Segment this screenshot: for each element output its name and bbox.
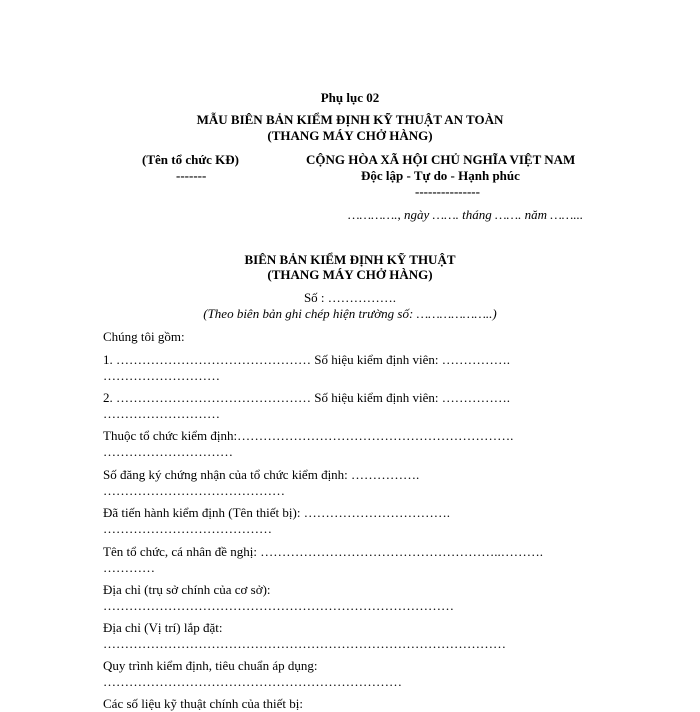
date-line: …………., ngày ……. tháng ……. năm ……... bbox=[348, 207, 584, 222]
inspector-1-continuation: ……………………… bbox=[103, 368, 220, 383]
intro-text: Chúng tôi gồm: bbox=[103, 329, 185, 344]
inspector-2-line: 2. ……………………………………… Số hiệu kiểm định viên: ……………. bbox=[103, 390, 510, 405]
device-name-continuation: ………………………………… bbox=[103, 521, 272, 536]
org-name: (Tên tổ chức KĐ) bbox=[142, 152, 239, 167]
requester-continuation: ………… bbox=[103, 560, 155, 575]
address-blank: ……………………………………………………………………… bbox=[103, 598, 454, 613]
national-motto: Độc lập - Tự do - Hạnh phúc bbox=[361, 168, 520, 183]
report-title: BIÊN BẢN KIỂM ĐỊNH KỸ THUẬT bbox=[244, 252, 456, 267]
registration-continuation: …………………………………… bbox=[103, 483, 285, 498]
report-note: (Theo biên bản ghi chép hiện trường số: ………………..) bbox=[203, 306, 497, 321]
motto-divider: --------------- bbox=[415, 184, 480, 199]
report-subtitle: (THANG MÁY CHỞ HÀNG) bbox=[267, 267, 433, 282]
install-location-blank: ………………………………………………………………………………… bbox=[103, 636, 506, 651]
republic-heading: CỘNG HÒA XÃ HỘI CHỦ NGHĨA VIỆT NAM bbox=[306, 152, 576, 167]
device-name-line: Đã tiến hành kiểm định (Tên thiết bị): ……………………………. bbox=[103, 505, 450, 520]
inspector-2-continuation: ……………………… bbox=[103, 406, 220, 421]
registration-line: Số đăng ký chứng nhận của tổ chức kiểm định: ……………. bbox=[103, 467, 420, 482]
procedure-blank: …………………………………………………………… bbox=[103, 674, 402, 689]
specs-label: Các số liệu kỹ thuật chính của thiết bị: bbox=[103, 696, 304, 711]
org-divider: ------- bbox=[176, 168, 207, 183]
procedure-label: Quy trình kiểm định, tiêu chuẩn áp dụng: bbox=[103, 658, 318, 673]
report-number: Số : ……………. bbox=[303, 290, 397, 305]
form-subtitle: (THANG MÁY CHỞ HÀNG) bbox=[267, 128, 433, 143]
requester-line: Tên tổ chức, cá nhân đề nghị: ………………………………………………..………. bbox=[103, 544, 543, 559]
inspection-org-line: Thuộc tổ chức kiểm định:………………………………………………………. bbox=[103, 428, 514, 443]
address-label: Địa chỉ (trụ sở chính của cơ sở): bbox=[103, 582, 271, 597]
appendix-label: Phụ lục 02 bbox=[320, 90, 380, 105]
form-title: MẪU BIÊN BẢN KIỂM ĐỊNH KỸ THUẬT AN TOÀN bbox=[196, 112, 504, 127]
inspector-1-line: 1. ……………………………………… Số hiệu kiểm định viên: ……………. bbox=[103, 352, 510, 367]
install-location-label: Địa chỉ (Vị trí) lắp đặt: bbox=[103, 620, 223, 635]
inspection-org-continuation: ………………………… bbox=[103, 444, 233, 459]
